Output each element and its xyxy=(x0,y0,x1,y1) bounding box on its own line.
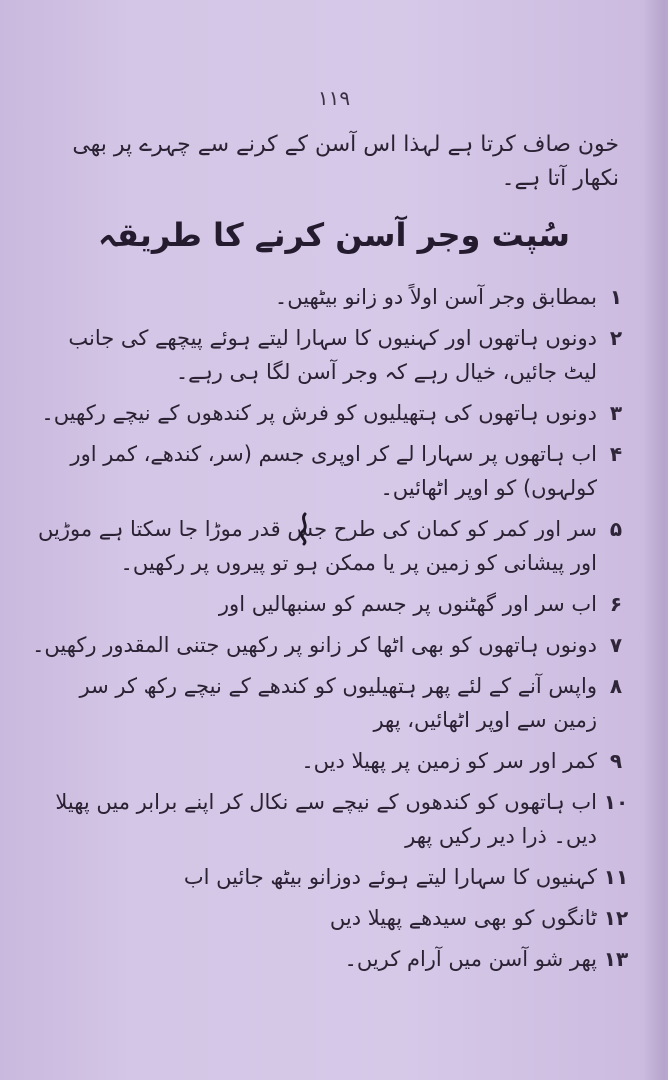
step-text: اب ہاتھوں پر سہارا لے کر اوپری جسم (سر، کندھے، کمر اور کولہوں) کو اوپر اٹھائیں۔ xyxy=(70,442,597,500)
step-number: ۷ xyxy=(609,633,623,657)
step-number: ۳ xyxy=(609,401,623,425)
step-number: ۵ xyxy=(609,517,623,541)
step-8 xyxy=(30,669,635,737)
step-text: اب ہاتھوں کو کندھوں کے نیچے سے نکال کر اپنے برابر میں پھیلا دیں۔ ذرا دیر رکیں پھر xyxy=(55,790,597,848)
step-1 xyxy=(30,280,635,314)
intro-paragraph: خون صاف کرتا ہے لہذا اس آسن کے کرنے سے چہرے پر بھی نکھار آتا ہے۔ xyxy=(72,132,619,191)
step-number: ۱۱ xyxy=(603,865,629,889)
step-10 xyxy=(30,785,635,853)
step-text: اب سر اور گھٹنوں پر جسم کو سنبھالیں اور xyxy=(218,592,597,616)
step-5 xyxy=(30,512,635,580)
step-9 xyxy=(30,744,635,778)
step-number: ۱ xyxy=(609,285,623,309)
step-text: بمطابق وجر آسن اولاً دو زانو بیٹھیں۔ xyxy=(274,285,597,309)
page-edge-shadow xyxy=(643,0,665,1080)
steps-list xyxy=(30,280,635,983)
step-2 xyxy=(30,321,635,389)
page-number: ۱۱۹ xyxy=(317,86,351,110)
step-text: ٹانگوں کو بھی سیدھے پھیلا دیں xyxy=(329,906,597,930)
step-text: دونوں ہاتھوں کی ہتھیلیوں کو فرش پر کندھوں کے نیچے رکھیں۔ xyxy=(41,401,597,425)
step-6 xyxy=(30,587,635,621)
step-4 xyxy=(30,437,635,505)
step-number: ۱۲ xyxy=(603,906,629,930)
step-number: ۱۰ xyxy=(603,790,629,814)
step-3 xyxy=(30,396,635,430)
step-text: کمر اور سر کو زمین پر پھیلا دیں۔ xyxy=(301,749,597,773)
ink-smudge-icon xyxy=(296,512,314,546)
step-number: ۴ xyxy=(609,442,623,466)
step-number: ۱۳ xyxy=(603,947,629,971)
step-number: ۸ xyxy=(609,674,623,698)
step-text: دونوں ہاتھوں کو بھی اٹھا کر زانو پر رکھیں جتنی المقدور رکھیں۔ xyxy=(32,633,597,657)
step-11 xyxy=(30,860,635,894)
section-heading: سُپت وجر آسن کرنے کا طریقہ xyxy=(98,216,570,254)
step-7 xyxy=(30,628,635,662)
step-text: کہنیوں کا سہارا لیتے ہوئے دوزانو بیٹھ جائیں اب xyxy=(183,865,597,889)
step-text: پھر شو آسن میں آرام کریں۔ xyxy=(344,947,597,971)
step-number: ۹ xyxy=(609,749,623,773)
step-13 xyxy=(30,942,635,976)
step-number: ۲ xyxy=(609,326,623,350)
step-text: دونوں ہاتھوں اور کہنیوں کا سہارا لیتے ہوئے پیچھے کی جانب لیٹ جائیں، خیال رہے کہ وجر آسن لگا ہی رہے۔ xyxy=(68,326,597,384)
step-12 xyxy=(30,901,635,935)
step-text: واپس آنے کے لئے پھر ہتھیلیوں کو کندھے کے نیچے رکھ کر سر زمین سے اوپر اٹھائیں، پھر xyxy=(79,674,597,732)
step-number: ۶ xyxy=(609,592,623,616)
step-text: سر اور کمر کو کمان کی طرح جس قدر موڑا جا سکتا ہے موڑیں اور پیشانی کو زمین پر یا ممکن ہو تو پیروں پر رکھیں۔ xyxy=(38,517,597,575)
